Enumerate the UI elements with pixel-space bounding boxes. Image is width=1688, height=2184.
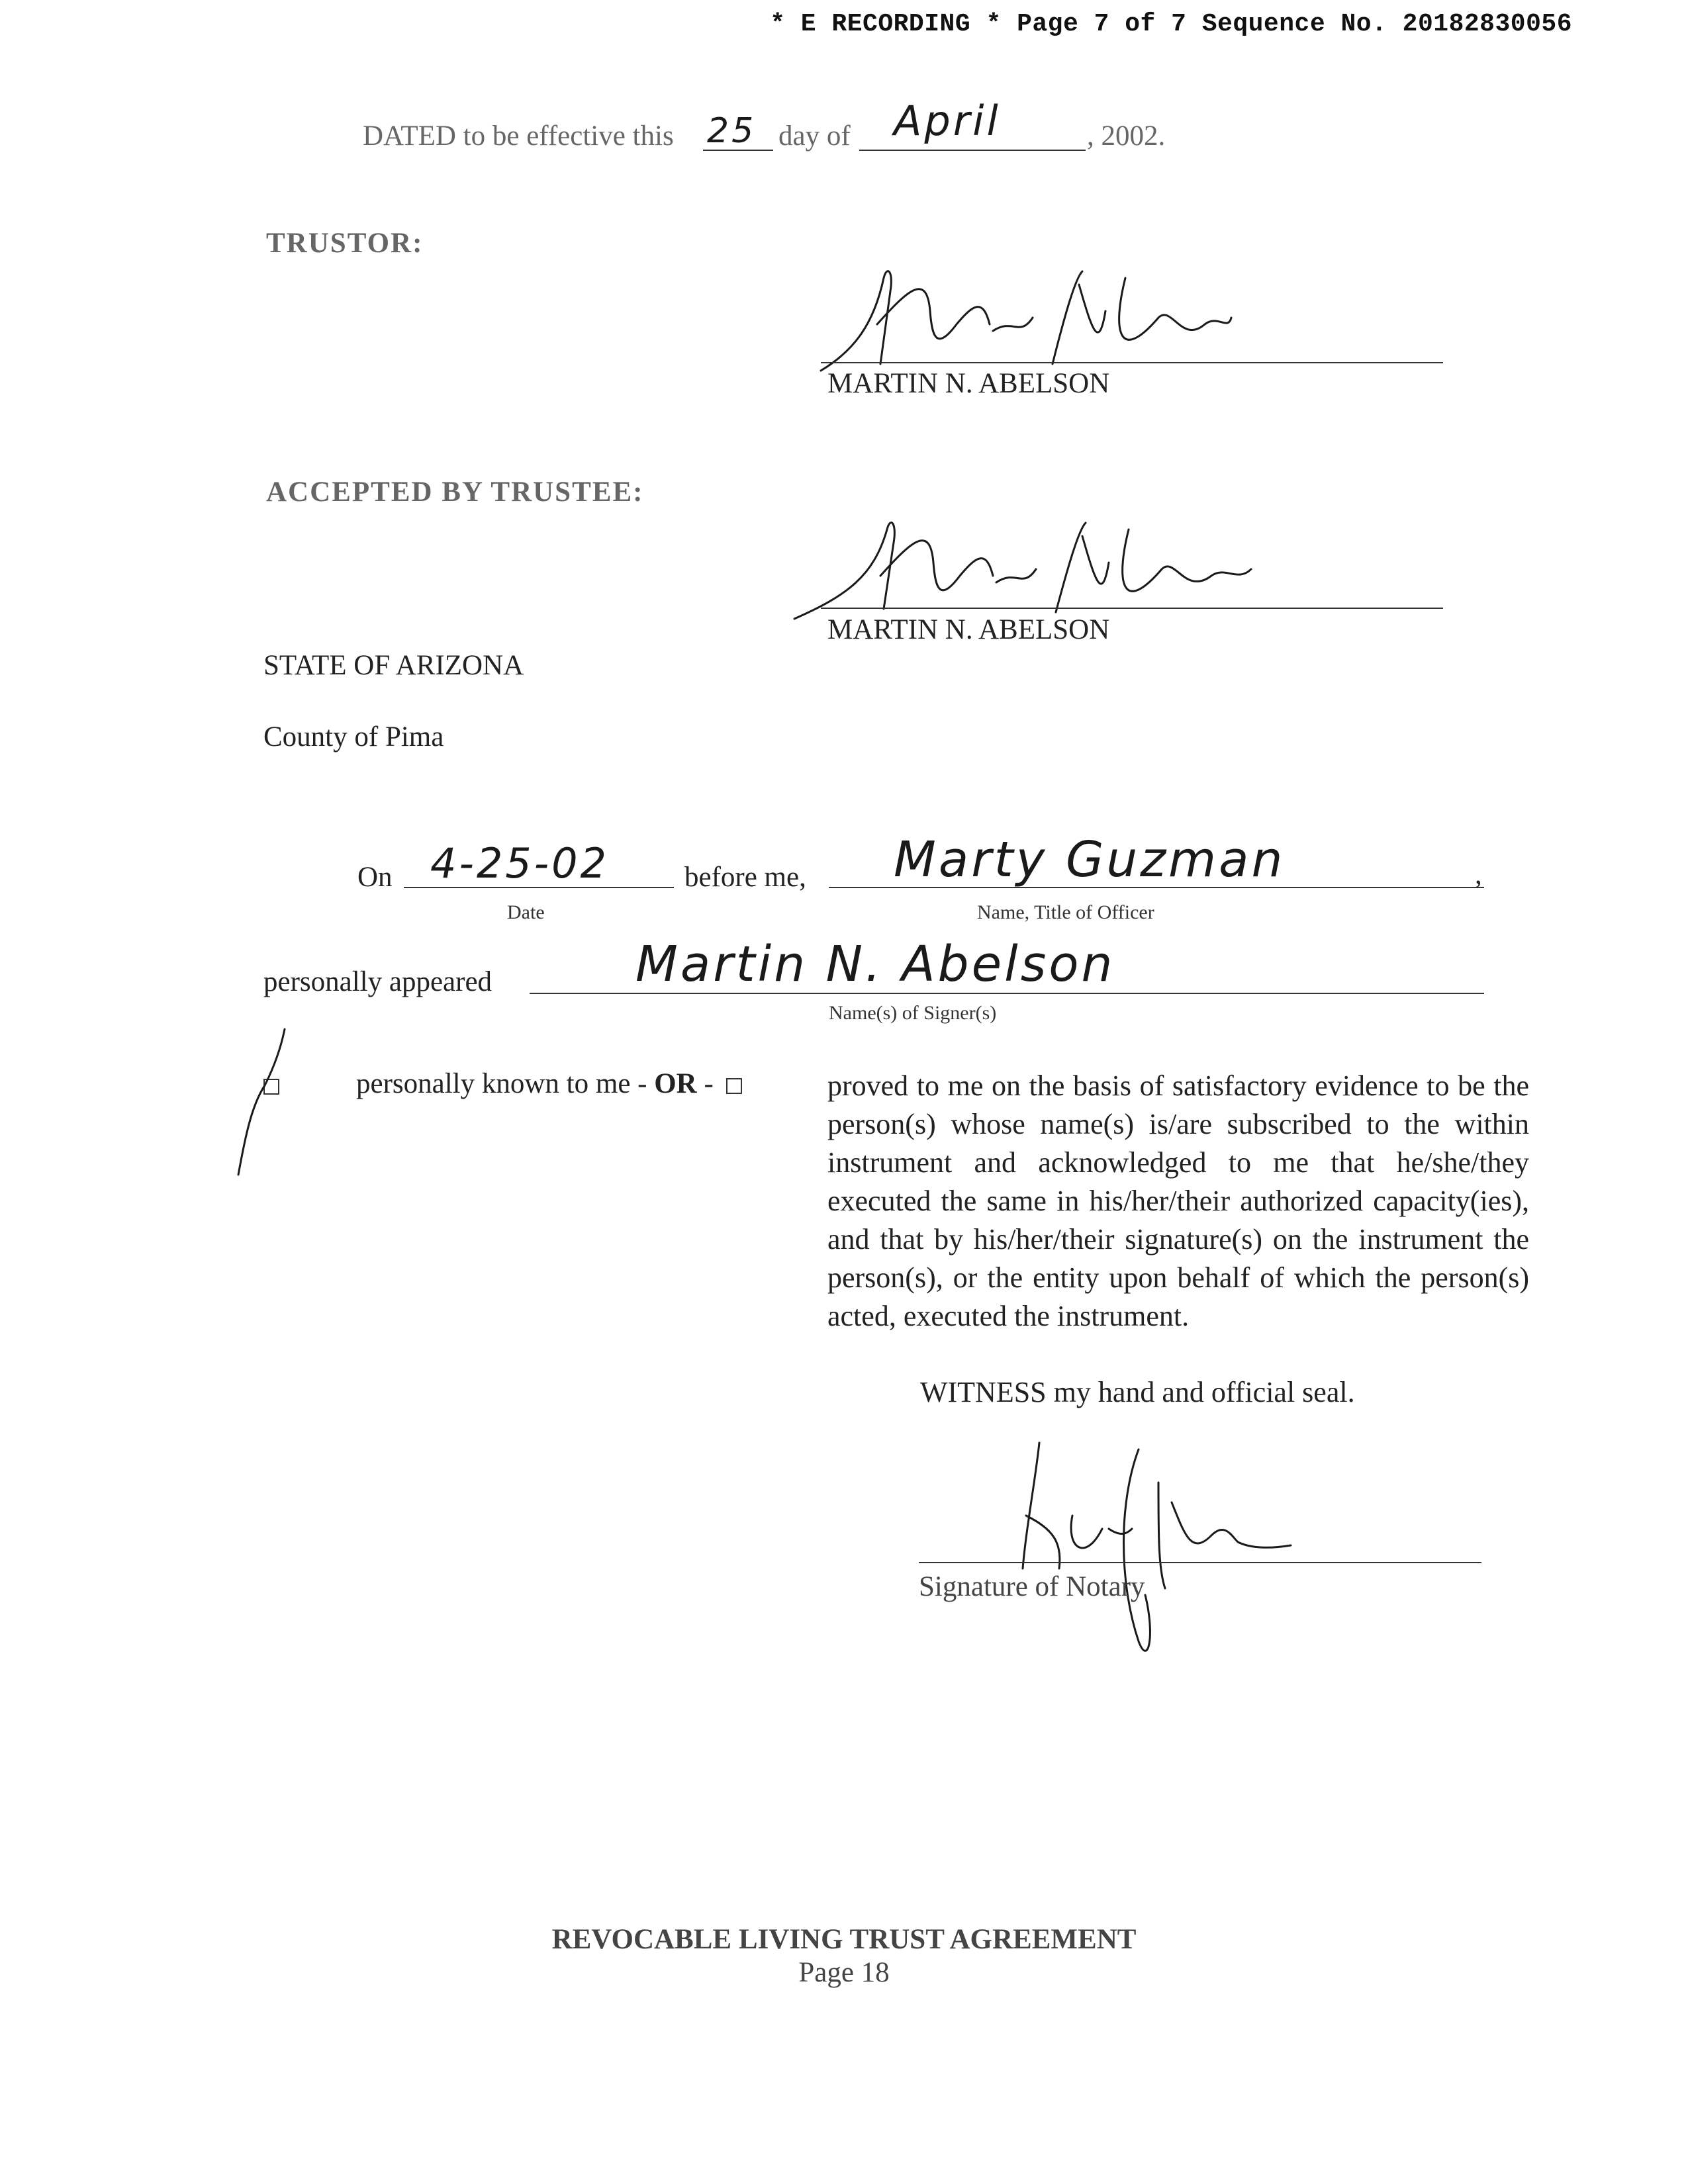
signer-line — [530, 993, 1484, 994]
venue-county: County of Pima — [263, 721, 444, 752]
appeared-label: personally appeared — [263, 966, 492, 997]
month-line — [859, 150, 1086, 151]
notary-signature — [920, 1436, 1344, 1668]
officer-name: Marty Guzman — [894, 831, 1286, 888]
trustor-signature-line — [821, 362, 1443, 363]
signer-caption: Name(s) of Signer(s) — [829, 1002, 997, 1024]
recording-stamp: * E RECORDING * Page 7 of 7 Sequence No. 20182830056 — [770, 10, 1572, 38]
trustor-name: MARTIN N. ABELSON — [827, 368, 1110, 399]
witness-text: WITNESS my hand and official seal. — [920, 1376, 1355, 1408]
officer-comma: , — [1475, 859, 1482, 890]
dated-day: 25 — [707, 111, 757, 151]
trustor-signature — [814, 251, 1238, 377]
trustee-heading: ACCEPTED BY TRUSTEE: — [266, 477, 644, 508]
venue-state: STATE OF ARIZONA — [263, 650, 524, 681]
proof-paragraph: proved to me on the basis of satisfactory evidence to be the person(s) whose name(s) is/are subscribed to the within instrument and acknowledged to me that he/she/they executed the same in his/her/their authorized capacity(ies), and that by his/her/their signature(s) on the instrument the person(s), or the entity upon behalf of which the person(s) acted, executed the instrument. — [827, 1069, 1529, 1332]
known-row — [356, 1069, 742, 1098]
dated-prefix: DATED to be effective this — [363, 120, 674, 152]
trustee-signature — [788, 503, 1264, 622]
footer-title: REVOCABLE LIVING TRUST AGREEMENT — [551, 1924, 1137, 1955]
signer-name: Martin N. Abelson — [635, 936, 1115, 993]
notary-signature-line — [919, 1562, 1481, 1563]
dated-middle: day of — [778, 120, 851, 152]
on-label: On — [357, 862, 393, 893]
officer-caption: Name, Title of Officer — [977, 901, 1154, 923]
acknowledgment-date: 4-25-02 — [430, 839, 609, 887]
notary-caption: Signature of Notary — [919, 1571, 1145, 1602]
dated-year: , 2002. — [1087, 120, 1166, 152]
before-me-label: before me, — [684, 862, 806, 893]
trustee-name: MARTIN N. ABELSON — [827, 614, 1110, 645]
known-label: personally known to me - — [356, 1068, 647, 1099]
trustor-heading: TRUSTOR: — [266, 228, 424, 259]
date-caption: Date — [507, 901, 545, 923]
checkmark-icon — [232, 1026, 311, 1178]
or-dash: - — [704, 1068, 714, 1099]
footer-page: Page 18 — [798, 1957, 890, 1988]
dated-month: April — [894, 97, 1001, 145]
proved-checkbox[interactable] — [726, 1078, 742, 1094]
trustee-signature-line — [821, 608, 1443, 609]
or-label: OR — [654, 1068, 697, 1099]
